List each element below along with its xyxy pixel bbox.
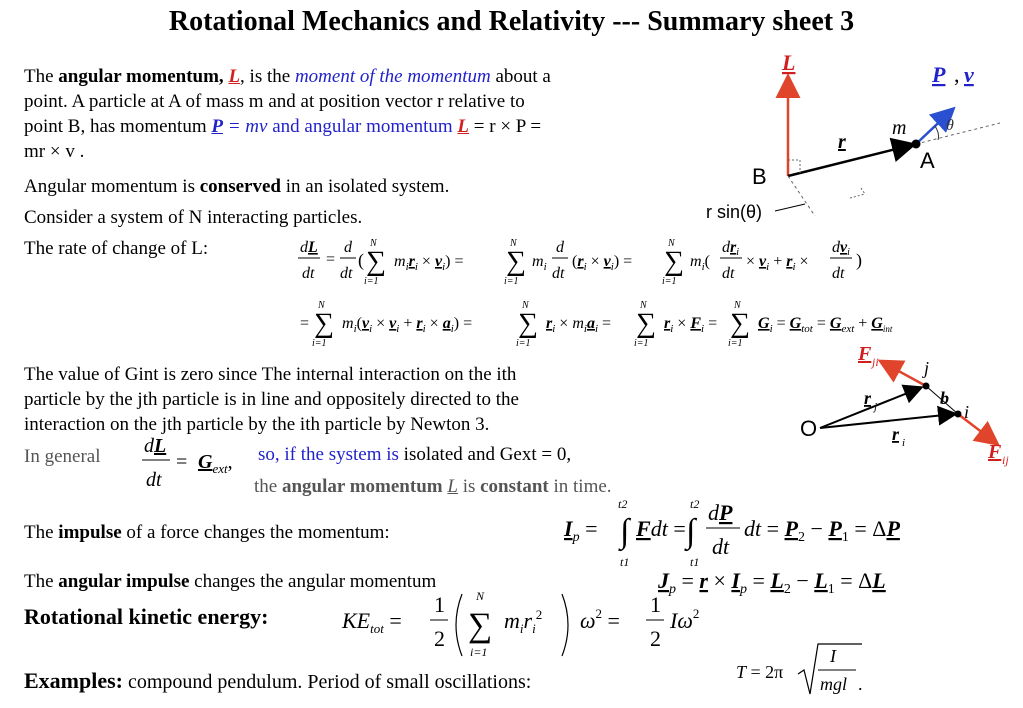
svg-text:∑: ∑	[468, 607, 493, 644]
r-arrow	[788, 145, 912, 176]
svg-text:∑: ∑	[366, 246, 386, 277]
svg-text:Gi = Gtot = Gext + Gint: $G_i = G_{tot} = G_{ext} + G_{int}$	[758, 315, 893, 335]
intro-text: point B, has momentum	[24, 116, 212, 137]
svg-text:∫: ∫	[686, 513, 696, 550]
svg-text:Fdt =: Fdt =	[636, 516, 686, 541]
svg-text:d: d	[344, 239, 352, 256]
svg-text:mgl: mgl	[820, 674, 847, 694]
conserved-line	[24, 174, 449, 199]
svg-text:mi: $m_i$	[532, 253, 547, 273]
bold-text: constant	[480, 476, 549, 497]
svg-text:ω2 =: $\omega^2$ =	[580, 606, 620, 633]
svg-text:(: (	[358, 250, 364, 270]
intro-text: = r × P =	[469, 116, 542, 137]
svg-text:miri × vi) =: $m_ir_i \times v_i$) =	[394, 253, 464, 273]
svg-text:∫: ∫	[620, 513, 630, 550]
svg-text:=: =	[300, 315, 310, 332]
intro-line-1	[24, 64, 754, 89]
bold-text: angular impulse	[58, 571, 190, 592]
dL-dt-equation	[296, 236, 996, 354]
svg-text:i=1: i=1	[470, 645, 488, 659]
intro-text: , is the	[240, 66, 295, 87]
label-Fji-sub: ji	[872, 355, 879, 369]
svg-text:dP: dP	[708, 500, 733, 525]
intro-line-4: mr × v .	[24, 141, 85, 162]
label-rj-sub: j	[874, 401, 878, 413]
svg-text:2: 2	[650, 626, 661, 651]
gint-paragraph	[24, 362, 744, 437]
svg-text:t1: t1	[690, 555, 700, 569]
rate-line: The rate of change of L:	[24, 238, 209, 259]
svg-text:dL: dL	[300, 239, 318, 256]
symbol-L: L	[228, 66, 241, 87]
svg-text:KEtot =: $KE_{tot}$ =	[342, 608, 402, 636]
symbol-L: L	[457, 116, 470, 137]
svg-text:mi(: $m_i$(	[690, 253, 710, 273]
svg-text:∑: ∑	[730, 308, 750, 339]
general-conclusion	[254, 474, 612, 499]
svg-text:miri2: $m_ir_i^2$	[504, 607, 543, 636]
svg-text:Ip =: $I_p$ =	[564, 516, 598, 545]
label-comma: ,	[954, 62, 960, 87]
svg-text:i=1: i=1	[516, 338, 531, 349]
label-Fij: F	[988, 441, 1002, 463]
label-j: j	[924, 358, 930, 378]
svg-text:dt: dt	[552, 265, 565, 282]
particle-j	[923, 383, 930, 390]
label-ri: r	[892, 424, 900, 444]
svg-text:dt: dt	[722, 265, 735, 282]
svg-text:t2: t2	[618, 497, 628, 511]
page-title: Rotational Mechanics and Relativity --- Summary sheet 3	[168, 6, 855, 37]
angular-momentum-diagram	[700, 48, 1020, 228]
svg-text:Jp = r × Ip = L2 − L1 = ΔL: $J_p = r \times I_p = L_2 - L_1 = \Delta L$	[658, 568, 886, 597]
svg-text:i=1: i=1	[662, 276, 677, 287]
text: changes the angular momentum	[189, 571, 437, 592]
svg-text:i=1: i=1	[728, 338, 743, 349]
svg-text:i=1: i=1	[312, 338, 327, 349]
svg-text:(ri × vi) =: $(r_i \times v_i)$ =	[572, 253, 633, 273]
label-B: B	[752, 164, 767, 189]
svg-text:i=1: i=1	[634, 338, 649, 349]
bold-text: angular momentum	[281, 476, 443, 497]
pendulum-period-equation	[732, 640, 872, 702]
text: Angular momentum is	[24, 176, 200, 197]
right-angle-mark	[861, 188, 865, 194]
intro-text: The	[24, 66, 59, 87]
svg-text:N: N	[522, 300, 529, 311]
general-blue-text: so, if the system is	[258, 444, 399, 465]
text: in time.	[548, 476, 612, 497]
right-angle-mark	[850, 194, 865, 198]
svg-text:i=1: i=1	[364, 276, 379, 287]
label-Fji: F	[858, 343, 872, 365]
intro-line-3	[24, 114, 754, 139]
svg-text:dL: dL	[144, 435, 167, 457]
svg-text:N: N	[370, 238, 377, 249]
svg-text:mi(vi × vi + ri × ai) =: $m_i(v_i \times v_i + r_i \times a_i)$ =	[342, 315, 473, 335]
svg-text:Gext,: $G_{ext}$,	[198, 451, 233, 476]
symbol-P: P	[211, 116, 223, 137]
impulse-equation	[562, 494, 982, 570]
svg-text:N: N	[640, 300, 647, 311]
general-rest-text: isolated and Gext = 0,	[398, 444, 572, 465]
label-r: r	[838, 131, 846, 153]
label-A: A	[920, 148, 935, 173]
general-equation	[138, 430, 256, 494]
general-condition	[258, 442, 571, 467]
label-theta: θ	[946, 117, 954, 134]
bold-text: impulse	[58, 522, 122, 543]
svg-text:1: 1	[434, 592, 445, 617]
internal-forces-diagram	[790, 340, 1020, 470]
intro-line-2: point. A particle at A of mass m and at position vector r relative to	[24, 91, 525, 112]
svg-text:× vi + ri ×: × $v_i + r_i$ ×	[746, 253, 809, 273]
svg-text:dvi: dvi	[832, 239, 850, 258]
svg-text:1: 1	[650, 592, 661, 617]
svg-text:d: d	[556, 239, 564, 256]
intro-text: about a	[490, 66, 551, 87]
label-rsin: r sin(θ)	[706, 202, 763, 222]
examples-text: compound pendulum. Period of small oscillations:	[123, 671, 532, 693]
svg-text:ri × Fi =: $r_i \times F_i$ =	[664, 315, 718, 335]
svg-text:N: N	[734, 300, 741, 311]
svg-text:i=1: i=1	[504, 276, 519, 287]
examples-label: Examples:	[24, 668, 123, 693]
svg-text:∑: ∑	[314, 308, 334, 339]
svg-text:dt: dt	[340, 265, 353, 282]
text: The	[24, 522, 59, 543]
svg-text:t2: t2	[690, 497, 700, 511]
svg-text:T = 2π: T = 2π	[736, 662, 784, 682]
svg-text:dt: dt	[146, 469, 162, 491]
gint-line-3: interaction on the jth particle by the ith particle by Newton 3.	[24, 414, 490, 435]
svg-text:N: N	[476, 589, 485, 603]
theta-arc	[935, 126, 939, 140]
label-i: i	[964, 402, 970, 422]
svg-text:dt: dt	[832, 265, 845, 282]
intro-paragraph	[24, 64, 754, 164]
label-ri-sub: i	[902, 437, 906, 449]
impulse-line	[24, 520, 390, 545]
perp-line	[788, 176, 815, 216]
label-m: m	[892, 117, 907, 139]
text: in an isolated system.	[281, 176, 450, 197]
text: The	[24, 571, 59, 592]
label-v: v	[964, 62, 974, 87]
rsin-pointer	[775, 204, 805, 211]
svg-text:dt: dt	[302, 265, 315, 282]
label-L: L	[782, 50, 796, 75]
Fji-arrow	[882, 362, 926, 386]
svg-text:N: N	[510, 238, 517, 249]
svg-text:dt = P2 − P1 = ΔP: dt = $P_2 - P_1 = \Delta P$	[744, 516, 900, 545]
svg-text:2: 2	[434, 626, 445, 651]
label-Fij-sub: ij	[1002, 453, 1009, 467]
intro-bold: angular momentum,	[58, 66, 224, 87]
svg-text:∑: ∑	[518, 308, 538, 339]
svg-text:Iω2: $I\omega^2$	[670, 606, 700, 633]
intro-mv: = mv	[222, 116, 268, 137]
svg-text:N: N	[318, 300, 325, 311]
text: of a force changes the momentum:	[121, 522, 390, 543]
gint-line-1: The value of Gint is zero since The internal interaction on the ith	[24, 364, 517, 385]
intro-text: and angular momentum	[267, 116, 458, 137]
label-b: b	[940, 388, 949, 408]
rke-label: Rotational kinetic energy:	[24, 604, 269, 629]
intro-italic: moment of the momentum	[294, 66, 491, 87]
svg-text:t1: t1	[620, 555, 630, 569]
svg-text:N: N	[668, 238, 675, 249]
svg-text:∑: ∑	[664, 246, 684, 277]
svg-text:dt: dt	[712, 534, 730, 559]
svg-text:∑: ∑	[636, 308, 656, 339]
particle-i	[955, 411, 962, 418]
label-rj: r	[864, 388, 872, 408]
svg-text:): )	[856, 250, 862, 270]
examples-line	[24, 668, 531, 694]
text: the	[254, 476, 282, 497]
svg-text:=: =	[326, 251, 336, 268]
label-P: P	[932, 62, 946, 87]
system-line: Consider a system of N interacting particles.	[24, 207, 363, 228]
svg-text:dri: dri	[722, 239, 740, 258]
svg-text:∑: ∑	[506, 246, 526, 277]
gint-line-2: particle by the jth particle is in line and oppositely directed to the	[24, 389, 519, 410]
symbol-L: L	[447, 476, 458, 497]
svg-text:.: .	[858, 674, 863, 694]
svg-text:=: =	[176, 451, 188, 473]
text: is	[457, 476, 481, 497]
svg-text:I: I	[830, 646, 836, 666]
svg-text:ri × miai =: $r_i \times m_ia_i$ =	[546, 315, 612, 335]
label-O: O	[800, 416, 818, 441]
rke-equation	[340, 588, 720, 662]
general-label: In general	[24, 446, 101, 467]
bold-text: conserved	[199, 176, 281, 197]
